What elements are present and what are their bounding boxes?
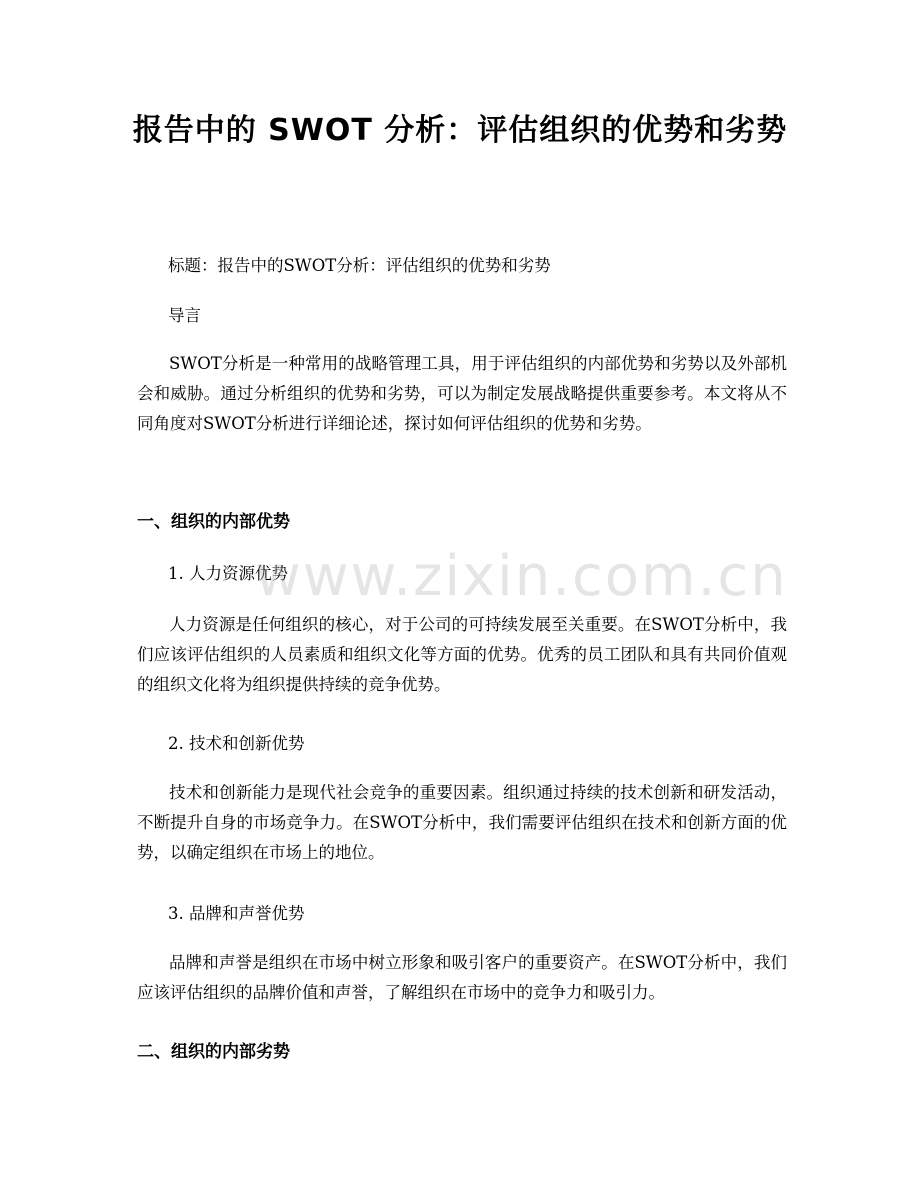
item-paragraph-brand: 品牌和声誉是组织在市场中树立形象和吸引客户的重要资产。在SWOT分析中，我们应该评估组织的品牌价值和声誉，了解组织在市场中的竞争力和吸引力。 <box>137 953 787 1002</box>
item-title-technology: 2. 技术和创新优势 <box>168 734 305 753</box>
intro-label: 导言 <box>168 306 201 325</box>
item-title-human-resources: 1. 人力资源优势 <box>168 564 288 583</box>
item-title-brand: 3. 品牌和声誉优势 <box>168 904 305 923</box>
item-paragraph-human-resources: 人力资源是任何组织的核心，对于公司的可持续发展至关重要。在SWOT分析中，我们应该评估组织的人员素质和组织文化等方面的优势。优秀的员工团队和具有共同价值观的组织文化将为组织提供持续的竞争优势。 <box>137 615 787 694</box>
watermark: www.zixin.com.cn <box>255 544 788 609</box>
item-paragraph-technology: 技术和创新能力是现代社会竞争的重要因素。组织通过持续的技术创新和研发活动，不断提升自身的市场竞争力。在SWOT分析中，我们需要评估组织在技术和创新方面的优势，以确定组织在市场上的地位。 <box>137 783 787 862</box>
document-title: 报告中的 SWOT 分析：评估组织的优势和劣势 <box>132 113 788 148</box>
section-heading-internal-weaknesses: 二、组织的内部劣势 <box>137 1042 290 1062</box>
subtitle-line: 标题：报告中的SWOT分析：评估组织的优势和劣势 <box>168 256 551 275</box>
intro-paragraph: SWOT分析是一种常用的战略管理工具，用于评估组织的内部优势和劣势以及外部机会和威胁。通过分析组织的优势和劣势，可以为制定发展战略提供重要参考。本文将从不同角度对SWOT分析进行详细论述，探讨如何评估组织的优势和劣势。 <box>137 354 787 433</box>
section-heading-internal-strengths: 一、组织的内部优势 <box>137 512 290 532</box>
